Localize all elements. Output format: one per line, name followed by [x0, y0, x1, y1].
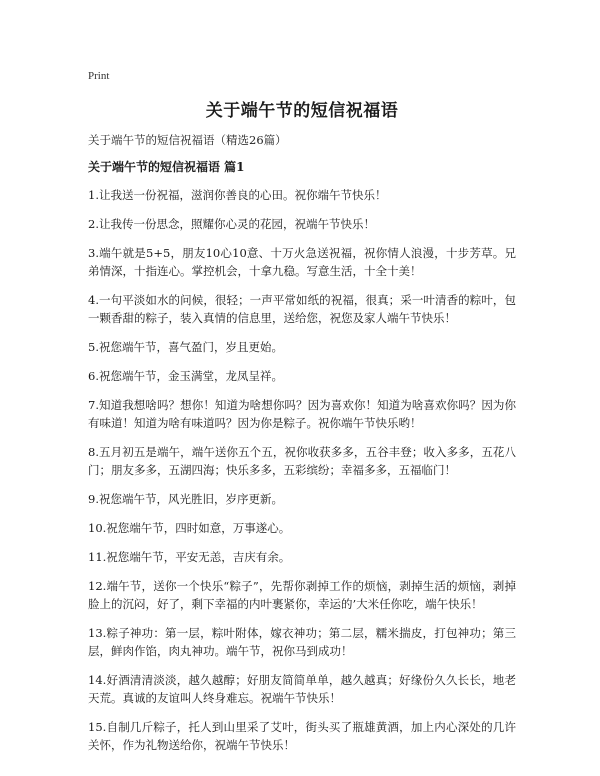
greeting-list	[88, 186, 516, 765]
greeting-item: 10.祝您端午节，四时如意，万事遂心。	[88, 521, 291, 535]
greeting-item: 15.自制几斤粽子，托人到山里采了艾叶，街头买了瓶雄黄酒，加上内心深处的几许关怀，作为礼物送给你，祝端午节快乐！	[88, 720, 516, 752]
greeting-item: 13.粽子神功：第一层，粽叶附体，嫁衣神功；第二层，糯米揣皮，打包神功；第三层，鲜肉作馅，肉丸神功。端午节，祝你马到成功！	[88, 626, 516, 658]
greeting-item: 7.知道我想啥吗？想你！知道为啥想你吗？因为喜欢你！知道为啥喜欢你吗？因为你有味道！知道为啥有味道吗？因为你是粽子。祝你端午节快乐哟！	[88, 398, 516, 430]
greeting-item: 6.祝您端午节，金玉满堂，龙凤呈祥。	[88, 369, 283, 383]
greeting-item: 5.祝您端午节，喜气盈门，岁且更始。	[88, 340, 283, 354]
greeting-item: 11.祝您端午节，平安无恙，吉庆有余。	[88, 550, 291, 564]
greeting-item: 9.祝您端午节，风光胜旧，岁序更新。	[88, 492, 283, 506]
section-heading: 关于端午节的短信祝福语 篇1	[88, 160, 245, 174]
greeting-item: 3.端午就是5+5，朋友10心10意、十万火急送祝福，祝你情人浪漫，十步芳草。兄弟情深，十指连心。掌控机会，十拿九稳。写意生活，十全十美！	[88, 246, 516, 278]
greeting-item: 8.五月初五是端午，端午送你五个五，祝你收获多多，五谷丰登；收入多多，五花八门；朋友多多，五湖四海；快乐多多，五彩缤纷；幸福多多，五福临门！	[88, 445, 516, 477]
greeting-item: 2.让我传一份思念，照耀你心灵的花园，祝端午节快乐！	[88, 217, 375, 231]
document-subtitle: 关于端午节的短信祝福语（精选26篇）	[88, 133, 287, 147]
greeting-item: 4.一句平淡如水的问候，很轻；一声平常如纸的祝福，很真；采一叶清香的粽叶，包一颗香甜的粽子，装入真情的信息里，送给您，祝您及家人端午节快乐！	[88, 293, 516, 325]
print-link[interactable]: Print	[88, 70, 110, 82]
greeting-item: 1.让我送一份祝福，滋润你善良的心田。祝你端午节快乐！	[88, 188, 387, 202]
greeting-item: 14.好酒清清淡淡，越久越醇；好朋友简简单单，越久越真；好缘份久久长长，地老天荒。真诚的友谊叫人终身难忘。祝端午节快乐！	[88, 673, 516, 705]
page-title: 关于端午节的短信祝福语	[205, 101, 399, 121]
greeting-item: 12.端午节，送你一个快乐“粽子”，先帮你剥掉工作的烦恼，剥掉生活的烦恼，剥掉脸上的沉闷，好了，剩下幸福的内叶裹紧你，幸运的’大米任你吃，端午快乐！	[88, 579, 516, 611]
